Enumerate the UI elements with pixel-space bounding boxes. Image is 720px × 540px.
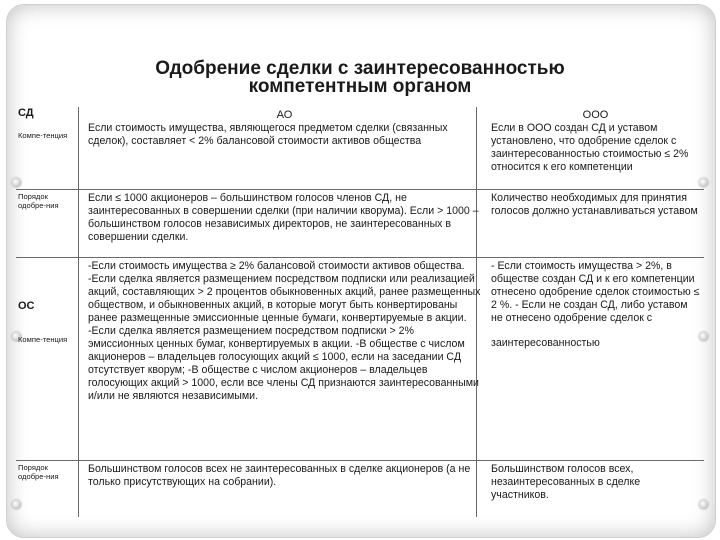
row-label-cell: ОС Компе-тенция bbox=[16, 257, 82, 460]
ao-cell: АО Если стоимость имущества, являющегося предметом сделки (связанных сделок), составляет < 2% балансовой стоимости активов общества bbox=[82, 107, 485, 189]
ooo-cell: Большинством голосов всех, незаинтересованных в сделке участников. bbox=[485, 460, 704, 515]
ao-cell: Если ≤ 1000 акционеров – большинством голосов членов СД, не заинтересованных в совершении сделки (при наличии кворума). Если > 1000 – большинством голосов независимых директоров, не заинтересованных в совершении сделки. bbox=[82, 189, 485, 257]
table-row bbox=[16, 460, 704, 515]
row-label-cell: Порядок одобре-ния bbox=[16, 460, 82, 515]
table-row bbox=[16, 107, 704, 189]
ao-cell: Большинством голосов всех не заинтересованных в сделке акционеров (а не только присутствующих на собрании). bbox=[82, 460, 485, 515]
row-label-cell: Порядок одобре-ния bbox=[16, 189, 82, 257]
comparison-table bbox=[16, 107, 704, 515]
ooo-cell: - Если стоимость имущества > 2%, в обществе создан СД и к его компетенции отнесено одобрение сделок стоимостью ≤ 2 %. - Если не создан СД, либо уставом не отнесено одобрение сделок с заинтересованностью bbox=[485, 257, 704, 460]
ooo-cell: ООО Если в ООО создан СД и уставом установлено, что одобрение сделок с заинтересованностью стоимостью ≤ 2% относится к его компетенции bbox=[485, 107, 704, 189]
table-row bbox=[16, 257, 704, 460]
ooo-header: ООО bbox=[582, 109, 609, 121]
row-label-cell: СД Компе-тенция bbox=[18, 107, 68, 140]
table-row bbox=[16, 189, 704, 257]
page-title: Одобрение сделки с заинтересованностью компетентным органом bbox=[155, 58, 565, 97]
ao-header: АО bbox=[276, 109, 293, 121]
ooo-cell: Количество необходимых для принятия голосов должно устанавливаться уставом bbox=[485, 189, 704, 257]
ao-cell: -Если стоимость имущества ≥ 2% балансовой стоимости активов общества. -Если сделка является размещением посредством подписки или реализацией акций, составляющих > 2 процентов обыкновенных акций, ранее размещенных обществом, и обыкновенных акций, в которые могут быть конвертированы ранее размещенные эмиссионные ценные бумаги, конвертируемые в акции. -Если сделка является размещением посредством подписки > 2% эмиссионных ценных бумаг, конвертируемых в акции. -В обществе с числом акционеров – владельцев голосующих акций ≤ 1000, если на заседании СД отсутствует кворум; -В обществе с числом акционеров – владельцев голосующих акций > 1000, если все члены СД признаются заинтересованными и/или не являются независимыми. bbox=[82, 257, 485, 460]
